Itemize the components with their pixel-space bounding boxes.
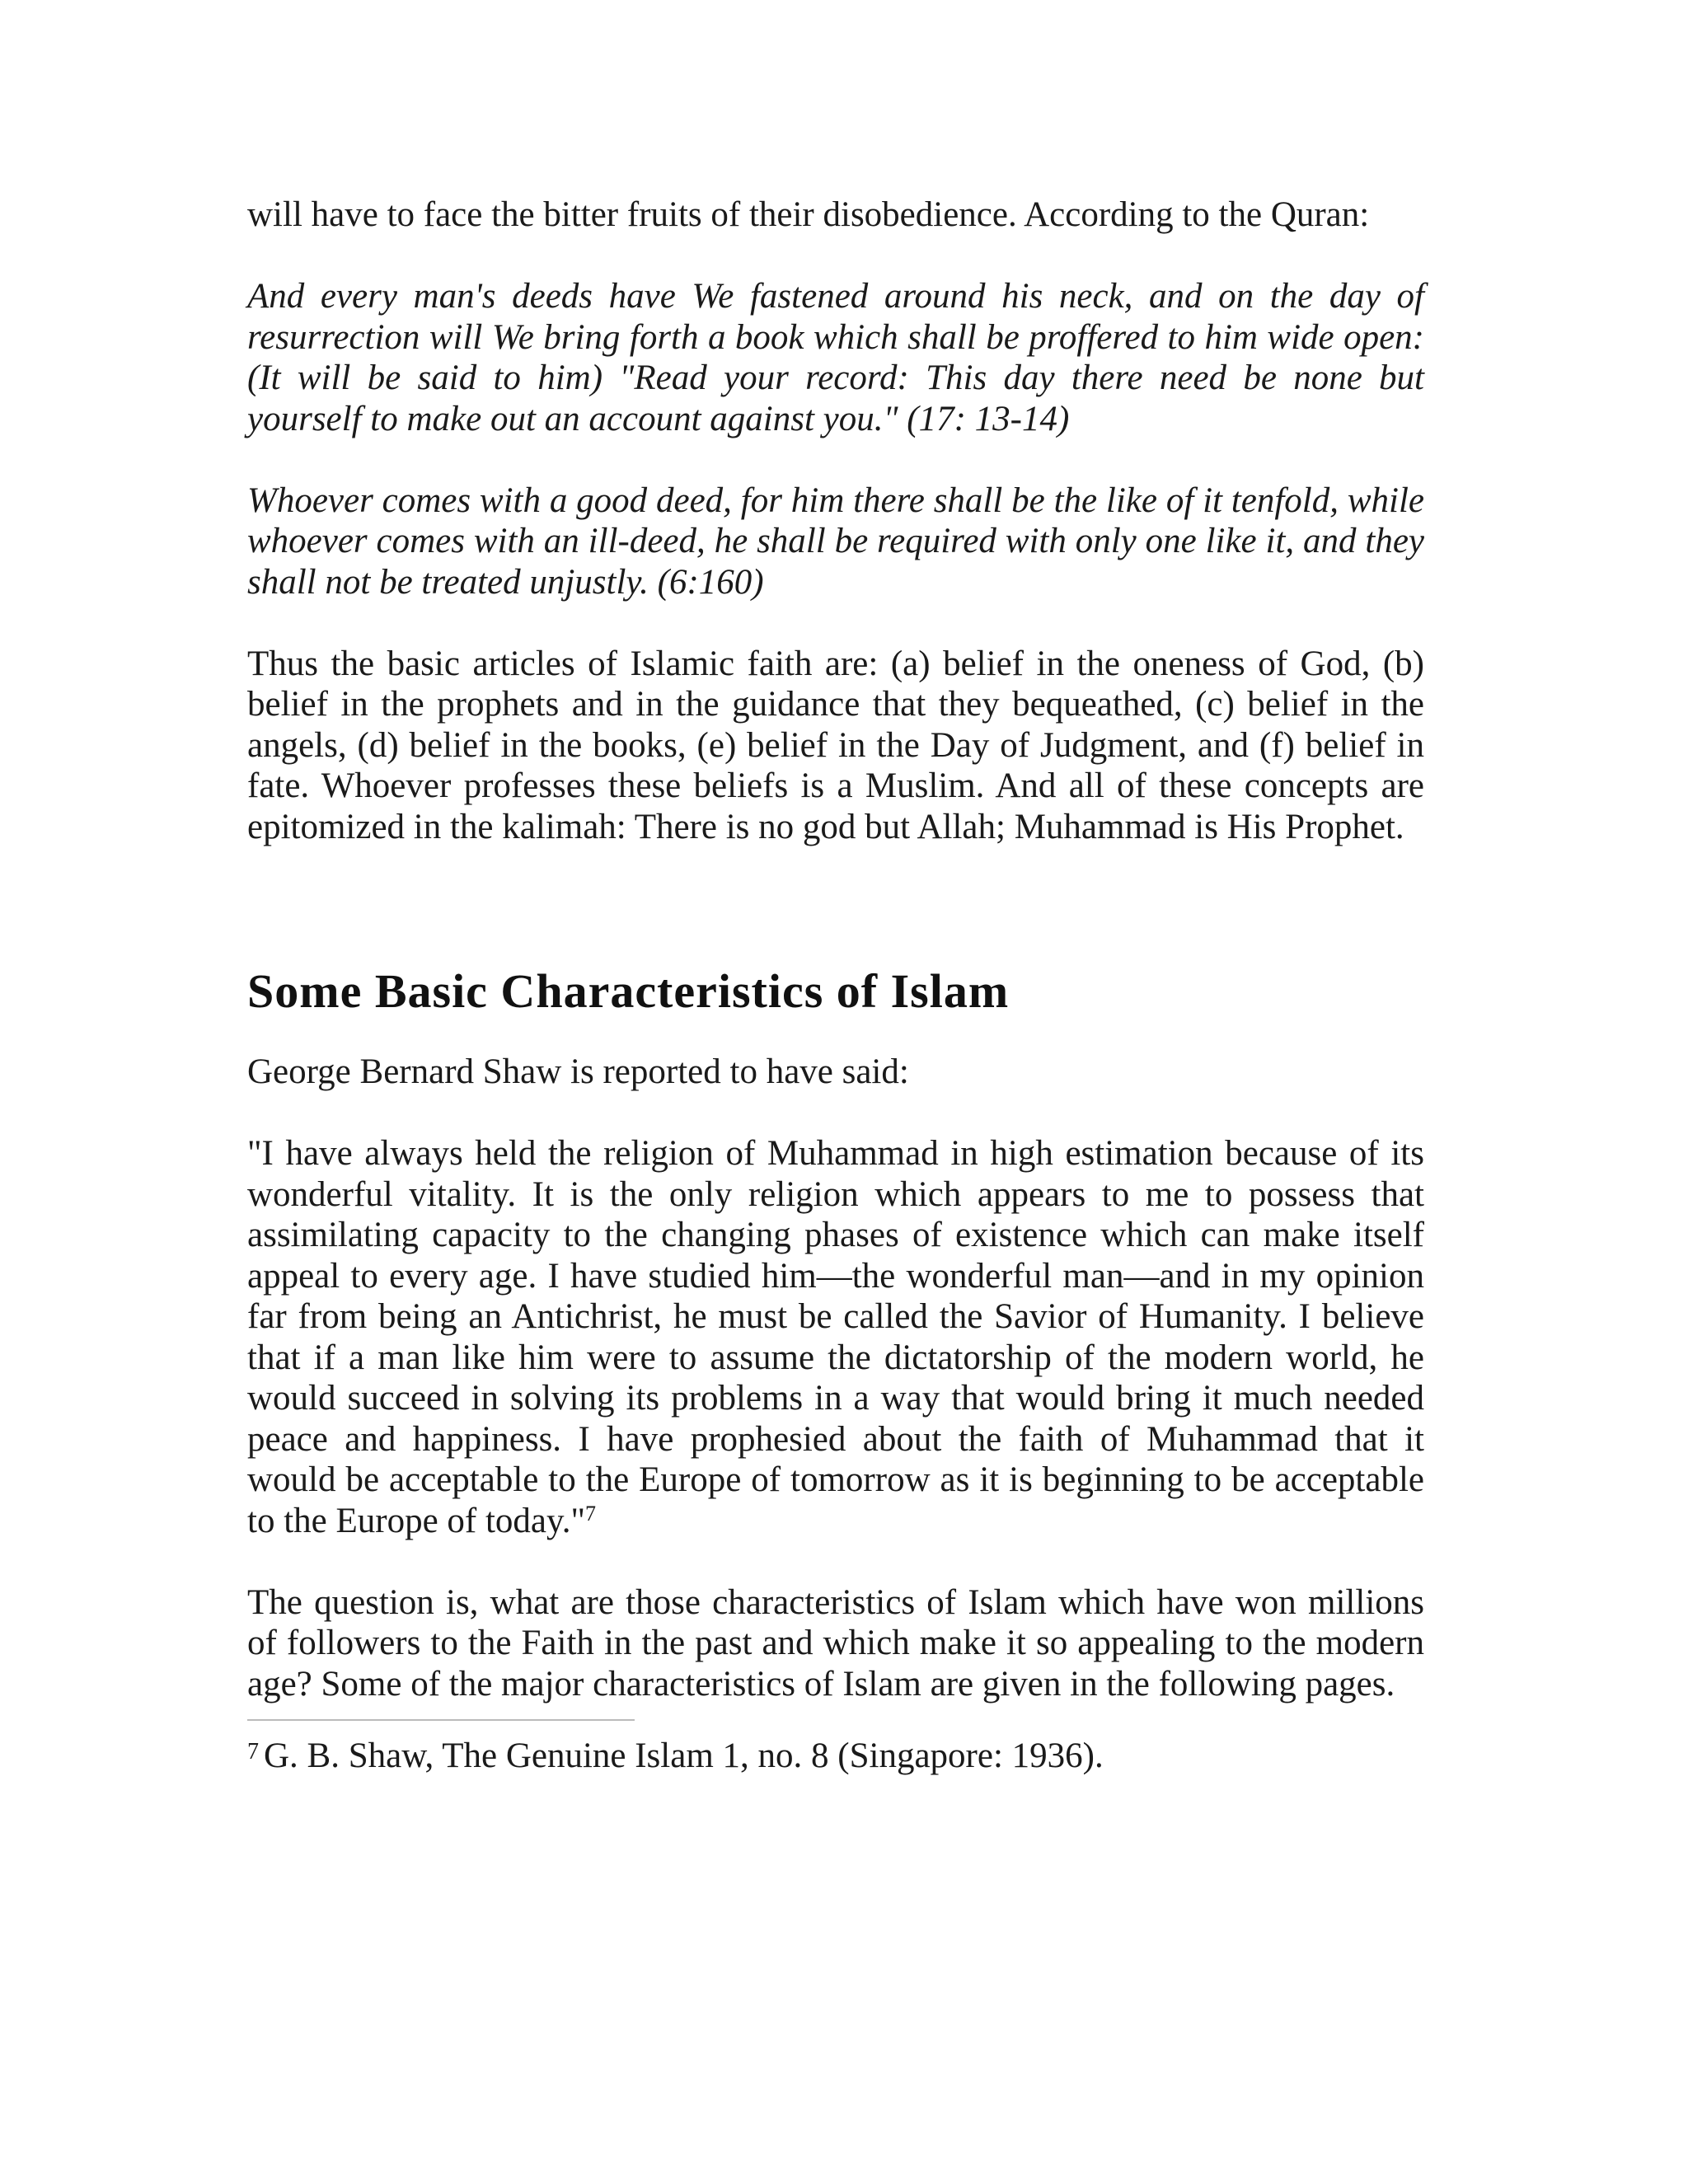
articles-of-faith-paragraph: Thus the basic articles of Islamic faith are: (a) belief in the oneness of God, (b) belief in the prophets and in the guidance that they bequeathed, (c) belief in the angels, (d) belief in the books, (e) belief in the Day of Judgment, and (f) belief in fate. Whoever professes these beliefs is a Muslim. And all of these concepts are epitomized in the kalimah: There is no god but Allah; Muhammad is His Prophet. bbox=[247, 644, 1424, 846]
question-paragraph: The question is, what are those characteristics of Islam which have won millions of followers to the Faith in the past and which make it so appealing to the modern age? Some of the major characteristics of Islam are given in the following pages. bbox=[247, 1582, 1424, 1704]
footnote-reference[interactable]: 7 bbox=[585, 1501, 597, 1526]
footnote-number: 7 bbox=[247, 1739, 259, 1765]
quran-quote-6-160: Whoever comes with a good deed, for him there shall be the like of it tenfold, while whoever comes with an ill-deed, he shall be required with only one like it, and they shall not be treated unjustly. (6:160) bbox=[247, 480, 1424, 602]
shaw-quote-paragraph bbox=[247, 1133, 1424, 1541]
shaw-intro-paragraph: George Bernard Shaw is reported to have said: bbox=[247, 1052, 909, 1091]
shaw-quote-text: "I have always held the religion of Muhammad in high estimation because of its wonderful vitality. It is the only religion which appears to me to possess that assimilating capacity to the changing phases of existence which can make itself appeal to every age. I have studied him—the wonderful man—and in my opinion far from being an Antichrist, he must be called the Savior of Humanity. I believe that if a man like him were to assume the dictatorship of the modern world, he would succeed in solving its problems in a way that would bring it much needed peace and happiness. I have prophesied about the faith of Muhammad that it would be acceptable to the Europe of tomorrow as it is beginning to be acceptable to the Europe of today." bbox=[247, 1134, 1424, 1540]
opening-paragraph: will have to face the bitter fruits of their disobedience. According to the Quran: bbox=[247, 195, 1370, 234]
footnote bbox=[247, 1736, 1424, 1777]
section-heading: Some Basic Characteristics of Islam bbox=[247, 964, 1010, 1018]
footnote-text: G. B. Shaw, The Genuine Islam 1, no. 8 (Singapore: 1936). bbox=[264, 1736, 1104, 1775]
quran-quote-17-13: And every man's deeds have We fastened around his neck, and on the day of resurrection will We bring forth a book which shall be proffered to him wide open: (It will be said to him) "Read your record: This day there need be none but yourself to make out an account against you." (17: 13-14) bbox=[247, 277, 1424, 438]
document-page bbox=[247, 194, 1424, 1777]
footnote-divider bbox=[247, 1719, 635, 1721]
